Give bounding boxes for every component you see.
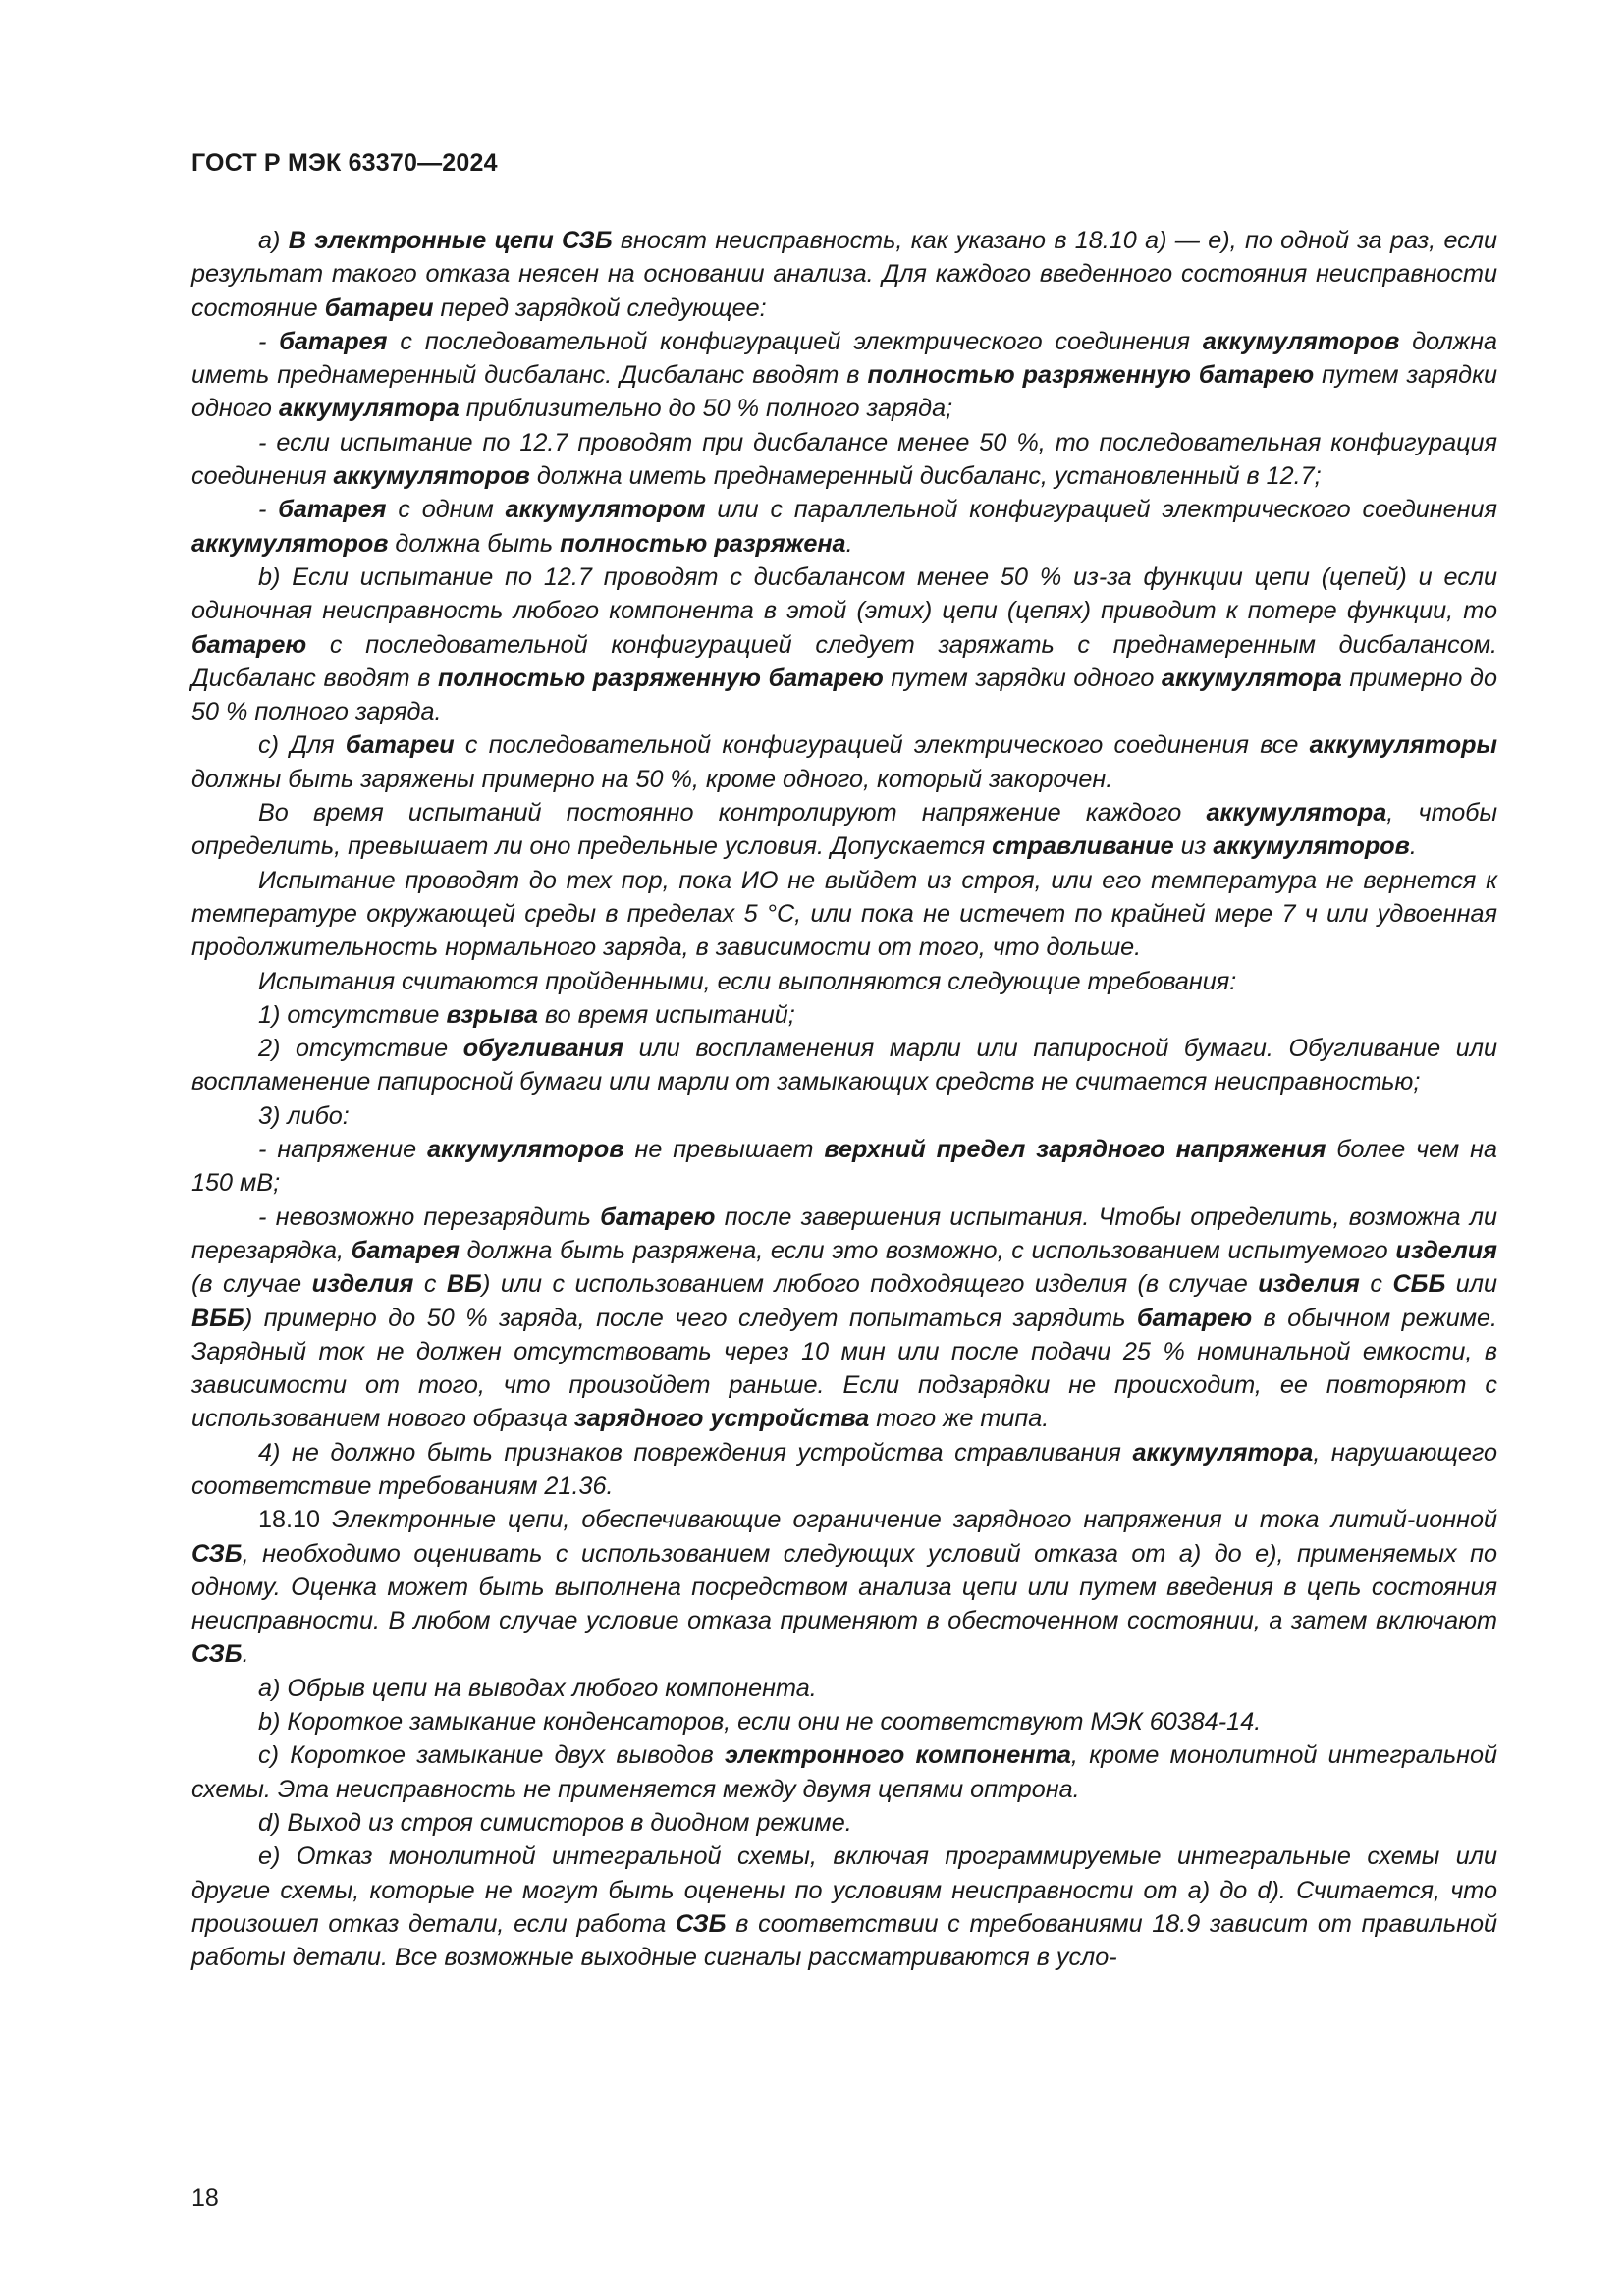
bold-term: батарею (1136, 1304, 1253, 1332)
bold-term: взрыва (446, 1000, 538, 1029)
paragraph (191, 1032, 1497, 1099)
text-run: примерно до 50 % полного заряда. (191, 664, 1497, 726)
text-run: с последовательной конфигурацией электрического соединения (387, 327, 1203, 355)
paragraph (191, 965, 1497, 998)
text-run: должна иметь преднамеренный дисбаланс. Дисбаланс вводят в (191, 327, 1497, 390)
paragraph (191, 1840, 1497, 1974)
bold-term: аккумуляторы (1309, 731, 1497, 760)
bold-term: батареи (345, 731, 455, 760)
text-run: в соответствии с требованиями 18.9 зависит от правильной работы детали. Все возможные выходные сигналы рассматриваются в усло- (191, 1909, 1497, 1972)
bold-term: полностью разряженную батарею (437, 664, 884, 692)
text-run: после завершения испытания. Чтобы определить, возможна ли перезарядка, (191, 1202, 1498, 1264)
text-run: из (1173, 832, 1214, 861)
text-run: Испытание проводят до тех пор, пока ИО не выйдет из строя, или его температура не вернется к температуре окружающей среды в пределах 5 °С, или пока не истечет по крайней мере 7 ч или удвоенная продолжительность нормального заряда, в зависимости от того, что дольше. (191, 866, 1497, 962)
text-run: более чем на 150 мВ; (191, 1136, 1497, 1198)
page-number: 18 (191, 2184, 219, 2212)
bold-term: аккумулятором (505, 496, 706, 524)
paragraph (191, 1503, 1497, 1671)
paragraph (191, 1099, 1497, 1133)
paragraph (191, 728, 1497, 796)
text-run: или с параллельной конфигурацией электрического соединения (705, 496, 1497, 524)
text-run: b) Если испытание по 12.7 проводят с дисбалансом менее 50 % из-за функции цепи (цепей) и если одиночная неисправность любого компонента в этой (этих) цепи (цепях) приводит к потере функции, то (191, 562, 1497, 625)
paragraph (191, 1738, 1497, 1806)
bold-term: В электронные цепи СЗБ (288, 227, 613, 254)
text-run: с (1359, 1270, 1393, 1299)
bold-term: изделия (311, 1270, 414, 1299)
text-run: с одним (386, 496, 506, 524)
paragraph (191, 426, 1497, 494)
paragraph (191, 493, 1497, 561)
bold-term: СББ (1392, 1270, 1446, 1299)
paragraph (191, 325, 1497, 426)
bold-term: стравливание (992, 832, 1174, 861)
text-run: путем зарядки одного (883, 664, 1162, 692)
text-run: - невозможно перезарядить (258, 1202, 601, 1231)
text-run: должна иметь преднамеренный дисбаланс, установленный в 12.7; (529, 462, 1322, 491)
text-run: с последовательной конфигурацией электрического соединения все (454, 731, 1310, 760)
bold-term: СЗБ (675, 1909, 727, 1938)
text-run: путем зарядки одного (191, 361, 1497, 423)
bold-term: батарея (279, 327, 388, 355)
text-run: e) Отказ монолитной интегральной схемы, включая программируемые интегральные схемы или другие схемы, которые не могут быть оценены по условиям неисправности от а) до d). Считается, что произошел отказ детали, если работа (191, 1842, 1497, 1938)
text-run: не превышает (623, 1136, 825, 1164)
text-run: перед зарядкой следующее: (433, 294, 767, 322)
paragraph (191, 1133, 1497, 1201)
text-run: 18.10 (258, 1506, 321, 1534)
bold-term: аккумуляторов (191, 529, 389, 558)
bold-term: полностью разряженную батарею (867, 361, 1315, 390)
text-run: должна быть разряжена, если это возможно, с использованием испытуемого (459, 1236, 1396, 1264)
document-body (191, 224, 1497, 1974)
text-run: - (258, 327, 280, 355)
bold-term: аккумулятора (1132, 1438, 1314, 1467)
bold-term: аккумулятора (1206, 799, 1387, 828)
text-run: c) Для (258, 731, 346, 760)
text-run: ) примерно до 50 % заряда, после чего следует попытаться зарядить (244, 1304, 1137, 1332)
bold-term: изделия (1395, 1236, 1497, 1264)
text-run: 1) отсутствие (258, 1000, 447, 1029)
bold-term: СЗБ (191, 1640, 243, 1669)
bold-term: батарею (600, 1202, 716, 1231)
text-run: - (258, 496, 279, 524)
bold-term: аккумуляторов (1213, 832, 1410, 861)
paragraph (191, 561, 1497, 728)
paragraph (191, 224, 1497, 325)
paragraph (191, 796, 1497, 864)
bold-term: ВБ (446, 1270, 482, 1299)
bold-term: батареи (324, 294, 434, 322)
text-run: 2) отсутствие (258, 1035, 463, 1063)
bold-term: аккумуляторов (427, 1136, 624, 1164)
document-header: ГОСТ Р МЭК 63370—2024 (191, 149, 498, 177)
text-run: того же типа. (869, 1405, 1050, 1433)
bold-term: аккумулятора (1161, 664, 1342, 692)
text-run: . (1409, 832, 1417, 861)
text-run: , необходимо оценивать с использованием следующих условий отказа от а) до е), применяемых по одному. Оценка может быть выполнена посредством анализа цепи или путем введения в цепь состояния неисправности. В любом случае условие отказа применяют в обесточенном состоянии, а затем включают (191, 1539, 1497, 1635)
text-run: с последовательной конфигурацией следует заряжать с преднамеренным дисбалансом. Дисбаланс вводят в (191, 630, 1497, 692)
text-run: или воспламенения марли или папиросной бумаги. Обугливание или воспламенение папиросной бумаги или марли от замыкающих средств не считается неисправностью; (191, 1035, 1497, 1096)
bold-term: аккумуляторов (1202, 327, 1400, 355)
text-run: , чтобы определить, превышает ли оно предельные условия. Допускается (191, 799, 1497, 861)
bold-term: полностью разряжена (560, 529, 846, 558)
text-run: d) Выход из строя симисторов в диодном режиме. (258, 1808, 852, 1837)
paragraph (191, 1672, 1497, 1705)
paragraph (191, 1705, 1497, 1738)
text-run: , нарушающего соответствие требованиям 21.36. (191, 1438, 1497, 1500)
text-run: a) Обрыв цепи на выводах любого компонента. (258, 1674, 817, 1702)
text-run: с (413, 1270, 447, 1299)
text-run: 3) либо: (258, 1101, 350, 1130)
bold-term: батарею (191, 630, 307, 659)
text-run: (в случае (191, 1270, 312, 1299)
text-run: или (1445, 1270, 1497, 1299)
text-run: , кроме монолитной интегральной схемы. Эта неисправность не применяется между двумя цепями оптрона. (191, 1741, 1497, 1803)
paragraph (191, 1436, 1497, 1504)
text-run: должна быть (388, 529, 561, 558)
text-run: . (845, 529, 853, 558)
text-run: Электронные цепи, обеспечивающие ограничение зарядного напряжения и тока литий-ионной (320, 1506, 1497, 1534)
bold-term: ВББ (191, 1304, 244, 1332)
paragraph (191, 998, 1497, 1032)
text-run: должны быть заряжены примерно на 50 %, кроме одного, который закорочен. (191, 765, 1113, 793)
bold-term: электронного компонента (725, 1741, 1071, 1770)
text-run: a) (258, 227, 289, 254)
text-run: c) Короткое замыкание двух выводов (258, 1741, 726, 1770)
text-run: . (242, 1640, 249, 1669)
text-run: b) Короткое замыкание конденсаторов, если они не соответствуют МЭК 60384-14. (258, 1708, 1262, 1736)
text-run: ) или с использованием любого подходящего изделия (в случае (481, 1270, 1259, 1299)
bold-term: аккумуляторов (333, 462, 530, 491)
text-run: вносят неисправность, как указано в 18.10 а) — е), по одной за раз, если результат такого отказа неясен на основании анализа. Для каждого введенного состояния неисправности состояние (191, 227, 1497, 322)
text-run: 4) не должно быть признаков повреждения устройства стравливания (258, 1438, 1133, 1467)
text-run: приблизительно до 50 % полного заряда; (459, 395, 953, 423)
bold-term: верхний предел зарядного напряжения (824, 1136, 1326, 1164)
bold-term: СЗБ (191, 1539, 243, 1568)
text-run: - если испытание по 12.7 проводят при дисбалансе менее 50 %, то последовательная конфигурация соединения (191, 428, 1497, 491)
bold-term: обугливания (462, 1035, 623, 1063)
text-run: во время испытаний; (537, 1000, 795, 1029)
bold-term: изделия (1258, 1270, 1360, 1299)
paragraph (191, 1201, 1497, 1436)
text-run: Во время испытаний постоянно контролируют напряжение каждого (258, 799, 1207, 828)
bold-term: батарея (278, 496, 387, 524)
paragraph (191, 1806, 1497, 1840)
text-run: в обычном режиме. Зарядный ток не должен отсутствовать через 10 мин или после подачи 25 % номинальной емкости, в зависимости от того, что произойдет раньше. Если подзарядки не происходит, ее повторяют с использованием нового образца (191, 1304, 1497, 1433)
paragraph (191, 864, 1497, 965)
text-run: - напряжение (258, 1136, 428, 1164)
bold-term: аккумулятора (278, 395, 460, 423)
text-run: Испытания считаются пройденными, если выполняются следующие требования: (258, 967, 1237, 995)
bold-term: батарея (351, 1236, 460, 1264)
bold-term: зарядного устройства (573, 1405, 870, 1433)
